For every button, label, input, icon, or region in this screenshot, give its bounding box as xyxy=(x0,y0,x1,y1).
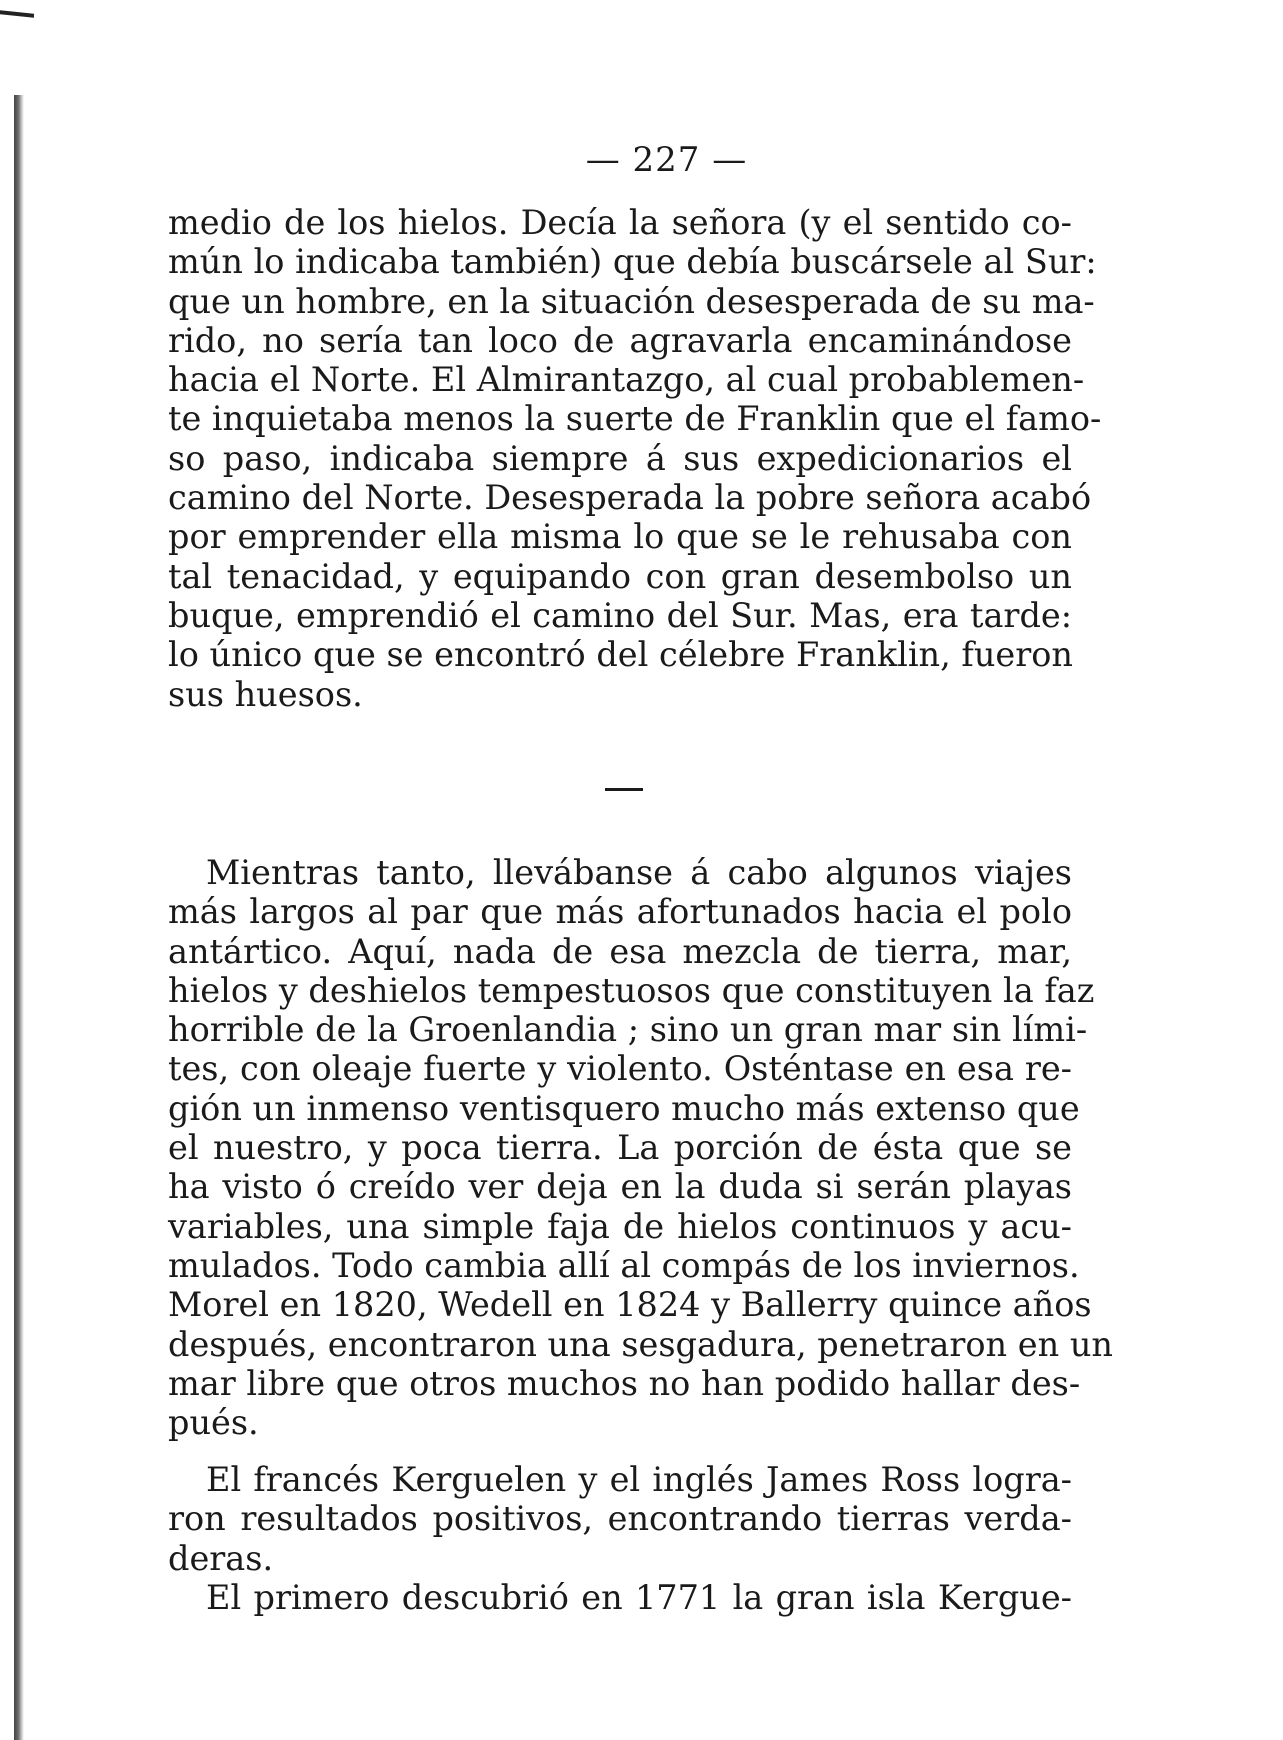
paragraph-4 xyxy=(168,1578,1072,1617)
text-line: so paso, indicaba siempre á sus expedicionarios el xyxy=(168,438,1072,478)
section-divider xyxy=(605,788,643,791)
text-line: lo único que se encontró del célebre Franklin, fueron xyxy=(168,635,1073,675)
text-line: ha visto ó creído ver deja en la duda si serán playas xyxy=(168,1167,1072,1207)
scan-corner-mark xyxy=(0,10,34,18)
text-line: te inquietaba menos la suerte de Franklin que el famo- xyxy=(168,399,1102,439)
text-line: mulados. Todo cambia allí al compás de los inviernos. xyxy=(168,1245,1080,1285)
text-line: gión un inmenso ventisquero mucho más extenso que xyxy=(168,1088,1080,1128)
text-line: después, encontraron una sesgadura, penetraron en un xyxy=(168,1324,1113,1364)
page-binding-edge xyxy=(14,95,24,1740)
text-line: el nuestro, y poca tierra. La porción de ésta que se xyxy=(168,1128,1072,1168)
text-line: camino del Norte. Desesperada la pobre señora acabó xyxy=(168,478,1092,518)
text-line: deras. xyxy=(168,1538,274,1578)
text-line: tes, con oleaje fuerte y violento. Osténtase en esa re- xyxy=(168,1049,1072,1089)
text-line: ron resultados positivos, encontrando tierras verda- xyxy=(168,1499,1072,1539)
text-line: antártico. Aquí, nada de esa mezcla de tierra, mar, xyxy=(168,931,1072,971)
text-line: por emprender ella misma lo que se le rehusaba con xyxy=(168,517,1072,557)
text-line: Mientras tanto, llevábanse á cabo algunos viajes xyxy=(206,853,1072,892)
text-line: medio de los hielos. Decía la señora (y el sentido co- xyxy=(168,203,1072,242)
text-line: que un hombre, en la situación desesperada de su ma- xyxy=(168,281,1095,321)
text-line: más largos al par que más afortunados hacia el polo xyxy=(168,892,1072,932)
text-line: hielos y deshielos tempestuosos que constituyen la faz xyxy=(168,970,1095,1010)
paragraph-3 xyxy=(168,1460,1072,1578)
text-line: Morel en 1820, Wedell en 1824 y Ballerry quince años xyxy=(168,1285,1092,1325)
text-line: pués. xyxy=(168,1403,259,1443)
text-line: rido, no sería tan loco de agravarla encaminándose xyxy=(168,320,1072,360)
text-line: mún lo indicaba también) que debía buscársele al Sur: xyxy=(168,242,1097,282)
text-line: horrible de la Groenlandia ; sino un gran mar sin lími- xyxy=(168,1010,1088,1050)
paragraph-1 xyxy=(168,203,1102,714)
page-number: — 227 — xyxy=(585,140,748,180)
text-line: buque, emprendió el camino del Sur. Mas, era tarde: xyxy=(168,595,1072,635)
text-line: tal tenacidad, y equipando con gran desembolso un xyxy=(168,556,1072,596)
text-line: El primero descubrió en 1771 la gran isla Kergue- xyxy=(206,1578,1072,1617)
text-line: mar libre que otros muchos no han podido hallar des- xyxy=(168,1363,1081,1403)
text-line: variables, una simple faja de hielos continuos y acu- xyxy=(168,1206,1072,1246)
text-line: hacia el Norte. El Almirantazgo, al cual probablemen- xyxy=(168,360,1085,400)
text-line: sus huesos. xyxy=(168,674,363,714)
paragraph-2 xyxy=(168,853,1113,1443)
text-line: El francés Kerguelen y el inglés James Ross logra- xyxy=(206,1460,1072,1499)
